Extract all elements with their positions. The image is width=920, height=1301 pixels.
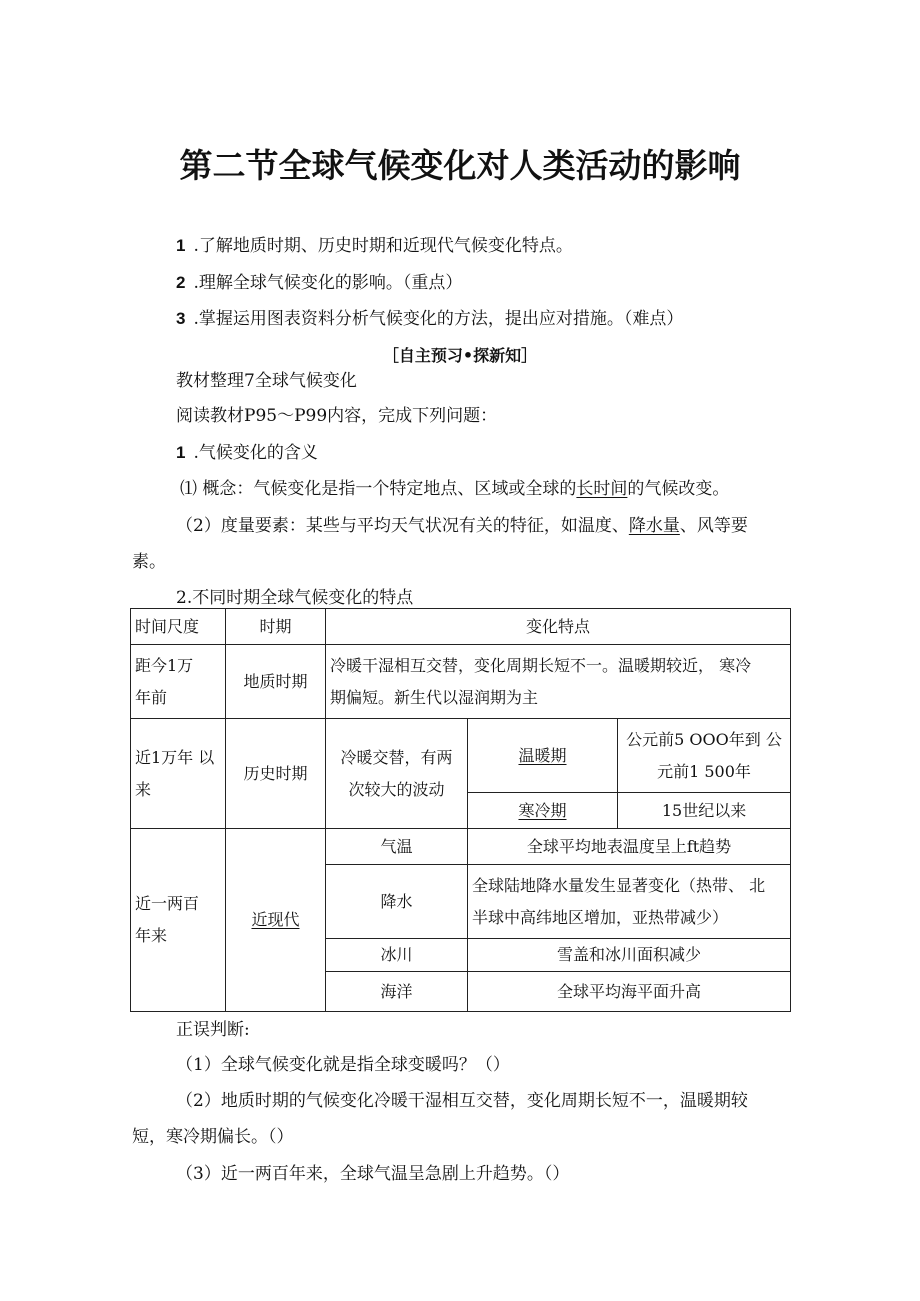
element-value-cell: 全球平均海平面升高 xyxy=(468,972,791,1012)
header-period: 时期 xyxy=(226,609,326,645)
instruction: 阅读教材P95～P99内容，完成下列问题： xyxy=(176,406,498,426)
judge-item-2: （2）地质时期的气候变化冷暖干湿相互交替，变化周期长短不一，温暖期较 xyxy=(176,1091,748,1111)
objective-2 xyxy=(176,268,462,293)
page-title: 第二节全球气候变化对人类活动的影响 xyxy=(179,146,741,185)
item-text: 的气候改变。 xyxy=(627,479,730,499)
header-feature: 变化特点 xyxy=(326,609,791,645)
element-cell: 降水 xyxy=(326,865,468,939)
question-2: 2.不同时期全球气候变化的特点 xyxy=(176,588,414,608)
period-cell: 近现代 xyxy=(226,829,326,1012)
table-row xyxy=(131,719,791,793)
scale-cell: 近1万年 以 来 xyxy=(131,719,226,829)
question-text: .气候变化的含义 xyxy=(193,443,318,463)
material-title: 教材整理7全球气候变化 xyxy=(176,371,357,391)
scale-cell: 近一两百 年来 xyxy=(131,829,226,1012)
element-cell: 海洋 xyxy=(326,972,468,1012)
period-cell: 历史时期 xyxy=(226,719,326,829)
element-value-cell: 全球陆地降水量发生显著变化（热带、 北 半球中高纬地区增加，亚热带减少） xyxy=(468,865,791,939)
period-cell: 地质时期 xyxy=(226,645,326,719)
scale-cell: 距今1万 年前 xyxy=(131,645,226,719)
question-1 xyxy=(176,438,318,463)
objective-number: 1 xyxy=(176,236,186,255)
element-value-cell: 雪盖和冰川面积减少 xyxy=(468,939,791,972)
item-text: 、风等要 xyxy=(679,516,748,536)
element-cell: 气温 xyxy=(326,829,468,865)
objective-number: 3 xyxy=(176,309,186,328)
objective-1 xyxy=(176,231,573,256)
objective-text: .理解全球气候变化的影响。（重点） xyxy=(193,273,463,293)
section-header: ［自主预习•探新知］ xyxy=(382,346,538,365)
element-cell: 冰川 xyxy=(326,939,468,972)
item-measure-cont: 素。 xyxy=(132,552,166,572)
answer-underline: 降水量 xyxy=(628,516,680,536)
table-row xyxy=(131,829,791,865)
header-scale: 时间尺度 xyxy=(131,609,226,645)
sub-period-cell: 寒冷期 xyxy=(468,793,618,829)
objective-text: .了解地质时期、历史时期和近现代气候变化特点。 xyxy=(193,236,573,256)
feature-cell: 冷暖干湿相互交替，变化周期长短不一。温暖期较近， 寒冷 期偏短。新生代以湿润期为主 xyxy=(326,645,791,719)
climate-table xyxy=(130,608,791,1012)
item-text: （2）度量要素：某些与平均天气状况有关的特征，如温度、 xyxy=(176,516,629,536)
objective-text: .掌握运用图表资料分析气候变化的方法，提出应对措施。（难点） xyxy=(193,309,684,329)
sub-value-cell: 公元前5 OOO年到 公 元前1 500年 xyxy=(618,719,791,793)
judge-title: 正误判断: xyxy=(176,1020,250,1040)
judge-item-2-cont: 短，寒冷期偏长。（） xyxy=(132,1127,294,1147)
table-header-row xyxy=(131,609,791,645)
answer-underline: 长时间 xyxy=(576,479,628,499)
question-number: 1 xyxy=(176,443,186,462)
table-row xyxy=(131,645,791,719)
item-concept xyxy=(180,474,729,499)
objective-number: 2 xyxy=(176,273,186,292)
desc-cell: 冷暖交替，有两 次较大的波动 xyxy=(326,719,468,829)
item-text: ⑴ 概念：气候变化是指一个特定地点、区域或全球的 xyxy=(180,479,577,499)
sub-period-cell: 温暖期 xyxy=(468,719,618,793)
judge-item-3: （3）近一两百年来，全球气温呈急剧上升趋势。（） xyxy=(176,1164,570,1184)
sub-value-cell: 15世纪以来 xyxy=(618,793,791,829)
judge-item-1: （1）全球气候变化就是指全球变暖吗？（） xyxy=(176,1055,510,1075)
objective-3 xyxy=(176,304,683,329)
element-value-cell: 全球平均地表温度呈上ft趋势 xyxy=(468,829,791,865)
item-measure xyxy=(176,511,748,536)
